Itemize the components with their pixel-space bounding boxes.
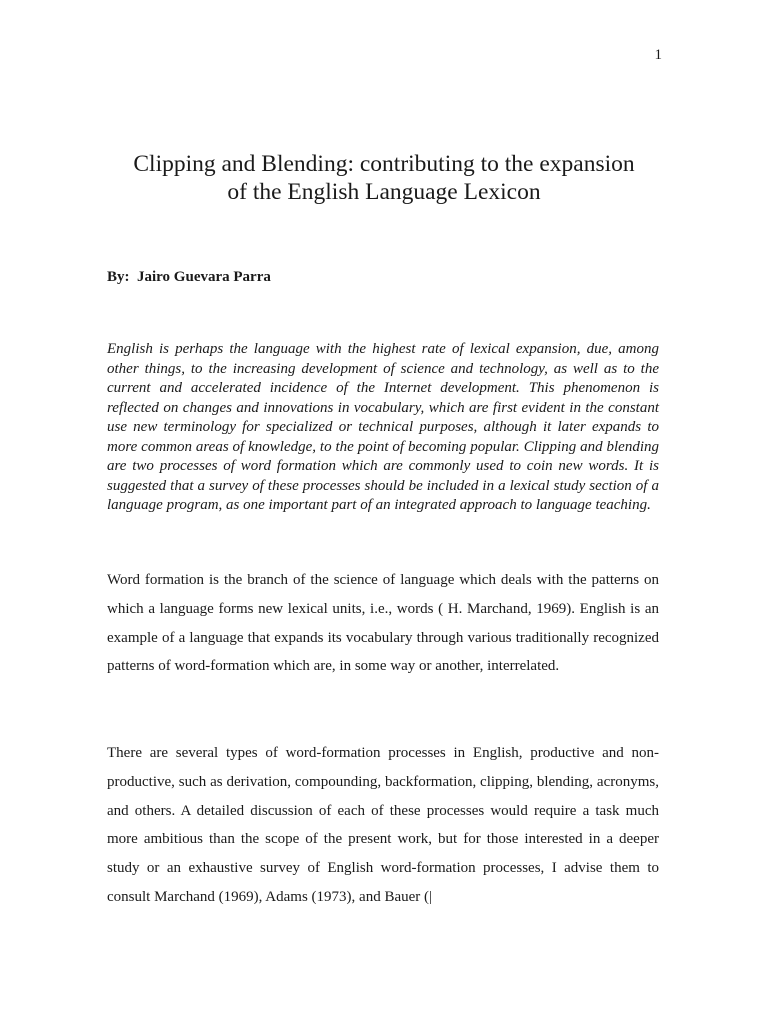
page-number: 1	[654, 47, 662, 63]
title-line-2: of the English Language Lexicon	[227, 179, 541, 205]
body-paragraph-1: Word formation is the branch of the science of language which deals with the patterns on which a language forms new lexical units, i.e., words ( H. Marchand, 1969). English is an example of a language that expands its vocabulary through various traditionally recognized patterns of word-formation which are, in some way or another, interrelated.	[107, 572, 659, 675]
abstract-paragraph: English is perhaps the language with the highest rate of lexical expansion, due, among other things, to the increasing development of science and technology, as well as to the current and accelerated incidence of the Internet development. This phenomenon is reflected on changes and innovations in vocabulary, which are first evident in the constant use new terminology for specialized or technical purposes, although it later expands to more common areas of knowledge, to the point of becoming popular. Clipping and blending are two processes of word formation which are commonly used to coin new words. It is suggested that a survey of these processes should be included in a lexical study section of a language program, as one important part of an integrated approach to language teaching.	[107, 341, 659, 513]
body-paragraph-2: There are several types of word-formation processes in English, productive and non-productive, such as derivation, compounding, backformation, clipping, blending, acronyms, and others. A detailed discussion of each of these processes would require a task much more ambitious than the scope of the present work, but for those interested in a deeper study or an exhaustive survey of English word-formation processes, I advise them to consult Marchand (1969), Adams (1973), and Bauer (|	[107, 745, 659, 905]
author-byline: By: Jairo Guevara Parra	[107, 269, 271, 285]
title-line-1: Clipping and Blending: contributing to the expansion	[133, 151, 635, 177]
document-title	[100, 150, 668, 206]
